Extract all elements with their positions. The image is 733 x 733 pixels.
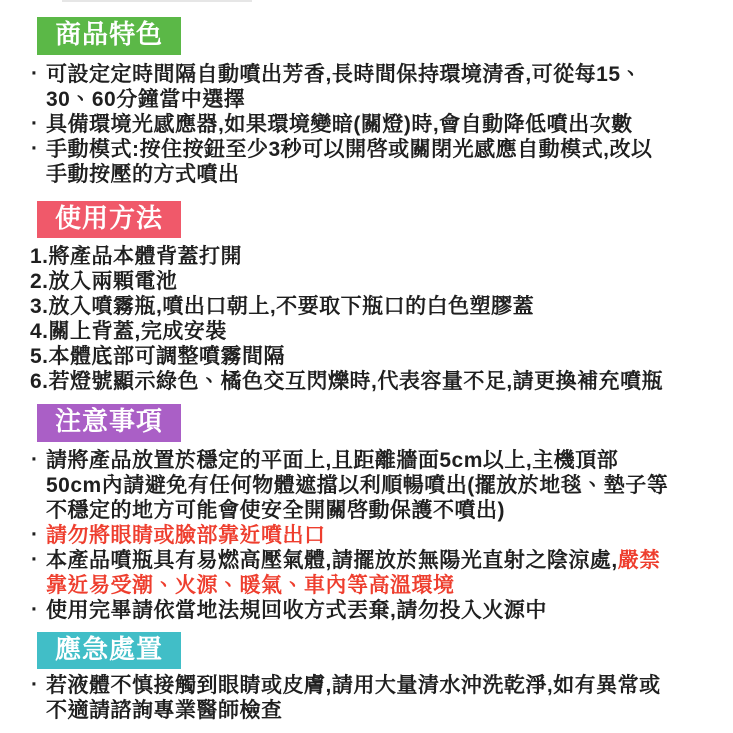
cautions-list — [30, 448, 733, 623]
caution-item-text: 請將產品放置於穩定的平面上,且距離牆面5cm以上,主機頂部50cm內請避免有任何物體遮擋以利順暢噴出(擺放於地毯、墊子等不穩定的地方可能會使安全開關啓動保護不噴出) — [46, 448, 669, 522]
caution-item — [30, 598, 671, 623]
bullet-marker: · — [31, 673, 39, 697]
caution-item-text: 使用完畢請依當地法規回收方式丟棄,請勿投入火源中 — [46, 598, 547, 622]
usage-step: 2.放入兩顆電池 — [30, 270, 178, 294]
feature-item — [30, 62, 671, 112]
section-header-usage: 使用方法 — [37, 201, 181, 239]
usage-step: 3.放入噴霧瓶,噴出口朝上,不要取下瓶口的白色塑膠蓋 — [30, 295, 535, 319]
usage-step: 1.將產品本體背蓋打開 — [30, 245, 243, 269]
caution-item — [30, 448, 671, 523]
section-header-features: 商品特色 — [37, 17, 181, 55]
section-usage — [0, 201, 733, 395]
feature-item — [30, 137, 671, 187]
usage-steps-list — [30, 244, 733, 394]
caution-item — [30, 548, 671, 598]
section-header-cautions: 注意事項 — [37, 404, 181, 442]
bullet-marker: · — [31, 522, 39, 546]
top-crop-artifact — [62, 0, 252, 2]
feature-item-text: 可設定定時間隔自動噴出芳香,長時間保持環境清香,可從每15、30、60分鐘當中選擇 — [46, 62, 643, 111]
emergency-item-text: 若液體不慎接觸到眼睛或皮膚,請用大量清水沖洗乾淨,如有異常或不適請諮詢專業醫師檢查 — [46, 674, 661, 723]
usage-step: 6.若燈號顯示綠色、橘色交互閃爍時,代表容量不足,請更換補充噴瓶 — [30, 370, 664, 394]
section-features — [0, 17, 733, 187]
usage-step: 4.關上背蓋,完成安裝 — [30, 320, 227, 344]
caution-item-text: 本產品噴瓶具有易燃高壓氣體,請擺放於無陽光直射之陰涼處, — [46, 548, 618, 572]
bullet-marker: · — [31, 597, 39, 621]
emergency-list — [30, 673, 733, 723]
feature-item — [30, 112, 671, 137]
section-header-emergency: 應急處置 — [37, 632, 181, 670]
section-emergency — [0, 632, 733, 724]
feature-item-text: 手動模式:按住按鈕至少3秒可以開啓或關閉光感應自動模式,改以手動按壓的方式噴出 — [46, 137, 653, 186]
caution-item-warning-text: 請勿將眼睛或臉部靠近噴出口 — [46, 523, 326, 547]
bullet-marker: · — [31, 111, 39, 135]
bullet-marker: · — [31, 447, 39, 471]
caution-item — [30, 523, 671, 548]
section-cautions — [0, 404, 733, 623]
emergency-item — [30, 673, 671, 723]
usage-step: 5.本體底部可調整噴霧間隔 — [30, 345, 286, 369]
bullet-marker: · — [31, 136, 39, 160]
features-list — [30, 62, 733, 187]
feature-item-text: 具備環境光感應器,如果環境變暗(關燈)時,會自動降低噴出次數 — [46, 112, 633, 136]
bullet-marker: · — [31, 61, 39, 85]
bullet-marker: · — [31, 547, 39, 571]
caution-item-warning-text: 嚴禁靠近易受潮、火源、暖氣、車內等高溫環境 — [46, 548, 661, 597]
